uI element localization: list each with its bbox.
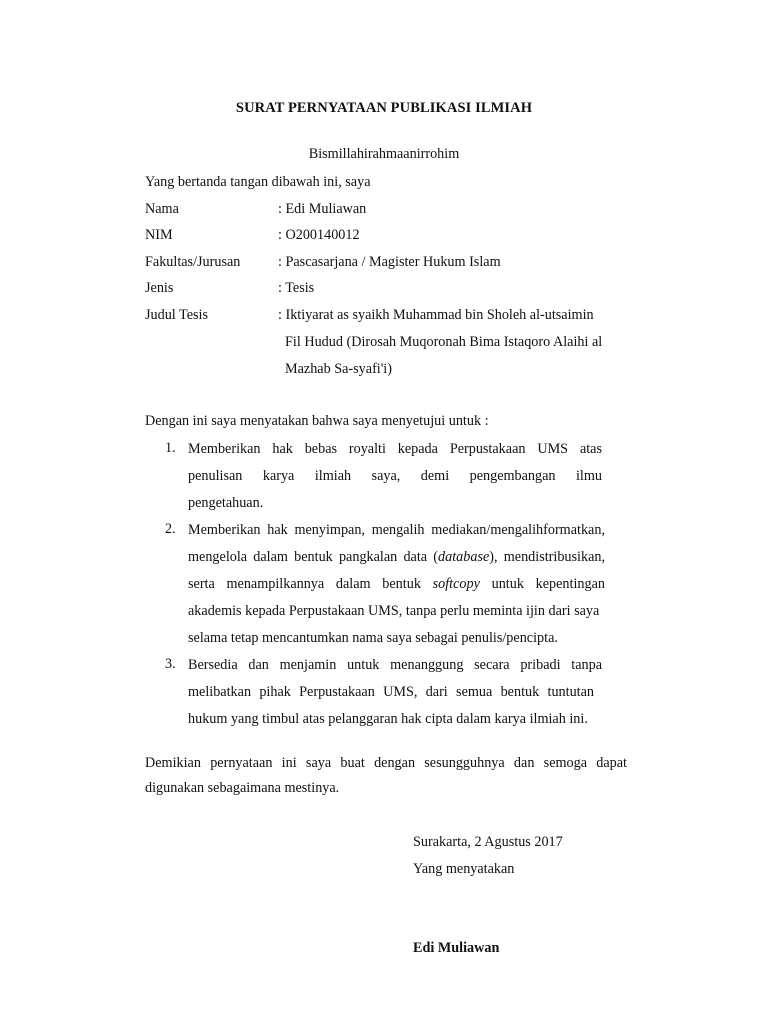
list-line	[188, 575, 605, 602]
list-line-text: ), mendistribusikan,	[489, 549, 606, 565]
list-line-text: untuk kepentingan	[479, 576, 605, 592]
list-number: 2.	[165, 521, 176, 537]
list-line: penulisan karya ilmiah saya, demi pengembangan ilmu	[188, 468, 602, 484]
place-date: Surakarta, 2 Agustus 2017	[413, 834, 563, 850]
list-line: Memberikan hak bebas royalti kepada Perpustakaan UMS atas	[188, 441, 602, 457]
field-value: : O200140012	[278, 227, 360, 243]
list-line: akademis kepada Perpustakaan UMS, tanpa perlu meminta ijin dari saya	[188, 603, 600, 619]
list-line: selama tetap mencantumkan nama saya sebagai penulis/pencipta.	[188, 630, 558, 646]
greeting: Bismillahirahmaanirrohim	[308, 146, 460, 162]
list-line: Bersedia dan menjamin untuk menanggung secara pribadi tanpa	[188, 657, 602, 673]
field-value: : Iktiyarat as syaikh Muhammad bin Sholeh al-utsaimin	[278, 307, 594, 323]
italic-term: softcopy	[432, 576, 480, 592]
signer-name: Edi Muliawan	[413, 940, 500, 956]
list-line: pengetahuan.	[188, 495, 264, 511]
document-title: SURAT PERNYATAAN PUBLIKASI ILMIAH	[235, 100, 533, 116]
list-number: 1.	[165, 440, 176, 456]
italic-term: database	[438, 549, 490, 565]
field-label: Nama	[145, 201, 179, 217]
field-label: Fakultas/Jurusan	[145, 254, 241, 270]
list-line: hukum yang timbul atas pelanggaran hak cipta dalam karya ilmiah ini.	[188, 711, 588, 727]
list-line-text: mengelola dalam bentuk pangkalan data (	[188, 549, 439, 565]
list-line-text: serta menampilkannya dalam bentuk	[188, 576, 433, 592]
list-line: melibatkan pihak Perpustakaan UMS, dari semua bentuk tuntutan	[188, 684, 594, 700]
intro-text: Yang bertanda tangan dibawah ini, saya	[145, 174, 371, 190]
field-label: Judul Tesis	[145, 307, 208, 323]
field-label: Jenis	[145, 280, 174, 296]
field-label: NIM	[145, 227, 173, 243]
list-number: 3.	[165, 656, 176, 672]
list-line	[188, 548, 605, 575]
field-value: : Tesis	[278, 280, 315, 296]
list-line: Memberikan hak menyimpan, mengalih mediakan/mengalihformatkan,	[188, 522, 605, 538]
field-value: : Pascasarjana / Magister Hukum Islam	[278, 254, 501, 270]
field-value: : Edi Muliawan	[278, 201, 367, 217]
signer-role: Yang menyatakan	[413, 861, 515, 877]
statement-intro: Dengan ini saya menyatakan bahwa saya menyetujui untuk :	[145, 413, 489, 429]
closing-line: digunakan sebagaimana mestinya.	[145, 780, 340, 796]
closing-line: Demikian pernyataan ini saya buat dengan sesungguhnya dan semoga dapat	[145, 755, 627, 771]
field-value-cont: Fil Hudud (Dirosah Muqoronah Bima Istaqoro Alaihi al	[285, 334, 603, 350]
field-value-cont: Mazhab Sa-syafi'i)	[285, 361, 392, 377]
